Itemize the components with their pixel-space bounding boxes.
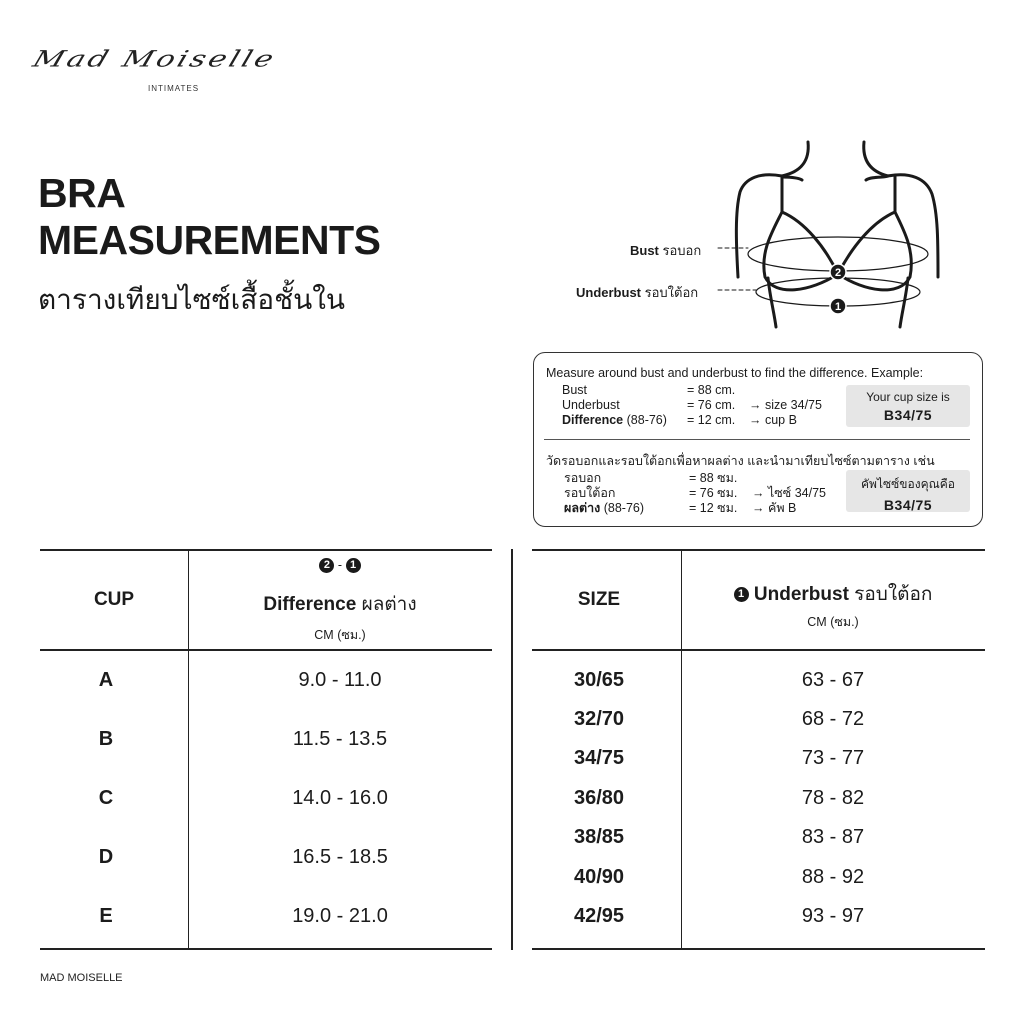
size-cell: 30/65 [573,669,625,691]
underbust-cell: 83 - 87 [801,826,865,848]
formula-minus: - [337,558,343,572]
size-table [532,549,985,950]
cup-table-unit: CM (ซม.) [314,628,366,642]
underbust-cell: 88 - 92 [801,866,865,888]
title-line-1: BRA [38,170,126,216]
brand-subtitle: INTIMATES [148,84,200,93]
difference-header-th: ผลต่าง [361,594,417,615]
cup-cell: C [98,787,114,809]
example-heading-th: วัดรอบอกและรอบใต้อกเพื่อหาผลต่าง และนำมาเทียบไซซ์ตามตาราง เช่น [546,454,935,468]
size-table-header-underbust [681,579,985,609]
underbust-label-en: Underbust [576,285,641,300]
cup-cell: A [98,669,114,691]
example-th-result-underbust: → ไซซ์ 34/75 [752,486,826,500]
size-cell: 42/95 [573,905,625,927]
size-table-header-size: SIZE [577,589,621,610]
example-th-value-difference: = 12 ซม. [689,501,738,515]
difference-cell: 19.0 - 21.0 [292,905,388,927]
cup-table-top-border [40,549,492,551]
example-en-label-underbust: Underbust [562,398,620,412]
size-cell: 34/75 [573,747,625,769]
example-divider [544,439,970,440]
badge-th-line2: B34/75 [883,497,933,513]
tables-center-divider [511,549,513,950]
difference-header-en: Difference [263,594,357,615]
footer-brand: MAD MOISELLE [40,972,123,984]
badge-en-line2: B34/75 [883,407,933,423]
svg-text:2: 2 [834,267,842,279]
example-en-difference-calc: (88-76) [626,413,667,427]
cup-table-header-difference [188,589,492,619]
bust-label [630,240,701,261]
cup-size-badge-th [846,470,970,512]
cup-cell: D [98,846,114,868]
underbust-cell: 78 - 82 [801,787,865,809]
example-th-difference-calc: (88-76) [603,501,645,515]
example-en-value-bust: = 88 cm. [687,383,736,397]
svg-text:1: 1 [834,301,842,313]
example-th-label-difference [564,498,644,518]
example-th-label-bust: รอบอก [564,471,602,485]
size-table-header-border [532,649,985,651]
underbust-label-th: รอบใต้อก [644,285,699,300]
title-line-2: MEASUREMENTS [38,217,381,263]
size-cell: 36/80 [573,787,625,809]
marker-1-icon: 1 [734,587,749,602]
size-table-unit: CM (ซม.) [807,615,859,629]
brand-script-logo: Mad Moiselle [29,46,280,73]
difference-cell: 14.0 - 16.0 [292,787,388,809]
underbust-cell: 73 - 77 [801,747,865,769]
bust-label-en: Bust [630,243,659,258]
size-cell: 38/85 [573,826,625,848]
example-th-difference-bold: ผลต่าง [564,501,601,515]
example-en-result-difference: → cup B [749,413,797,427]
cup-table-header-cup: CUP [93,589,135,610]
example-th-value-bust: = 88 ซม. [689,471,738,485]
example-th-label-underbust: รอบใต้อก [564,486,616,500]
underbust-header-th: รอบใต้อก [854,584,933,605]
example-en-value-difference: = 12 cm. [687,413,736,427]
difference-cell: 9.0 - 11.0 [298,669,382,691]
size-table-top-border [532,549,985,551]
difference-formula [188,558,492,573]
underbust-label [576,282,698,303]
example-th-result-difference: → คัพ B [752,501,797,515]
difference-cell: 11.5 - 13.5 [292,728,388,750]
example-th-value-underbust: = 76 ซม. [689,486,738,500]
cup-cell: E [99,905,113,927]
example-heading-en: Measure around bust and underbust to find the difference. Example: [546,366,924,380]
cup-cell: B [98,728,114,750]
size-table-bottom-border [532,948,985,950]
example-en-result-underbust: → size 34/75 [749,398,822,412]
size-cell: 40/90 [573,866,625,888]
page-title [38,170,381,264]
badge-th-line1: คัพไซซ์ของคุณคือ [861,477,955,491]
underbust-cell: 63 - 67 [801,669,865,691]
underbust-cell: 68 - 72 [801,708,865,730]
marker-1-icon: 1 [346,558,361,573]
cup-table [40,549,492,950]
example-en-difference-bold: Difference [562,413,624,427]
marker-2-icon: 2 [319,558,334,573]
cup-table-bottom-border [40,948,492,950]
difference-cell: 16.5 - 18.5 [292,846,388,868]
badge-en-line1: Your cup size is [866,390,950,404]
example-en-label-difference [562,413,667,427]
underbust-header-en: Underbust [753,584,849,605]
cup-table-header-border [40,649,492,651]
example-en-value-underbust: = 76 cm. [687,398,736,412]
example-box [533,352,983,527]
bust-label-th: รอบอก [662,243,702,258]
cup-size-badge-en [846,385,970,427]
page-title-thai: ตารางเทียบไซซ์เสื้อชั้นใน [38,283,346,316]
size-cell: 32/70 [573,708,625,730]
underbust-cell: 93 - 97 [801,905,865,927]
example-en-label-bust: Bust [562,383,588,397]
